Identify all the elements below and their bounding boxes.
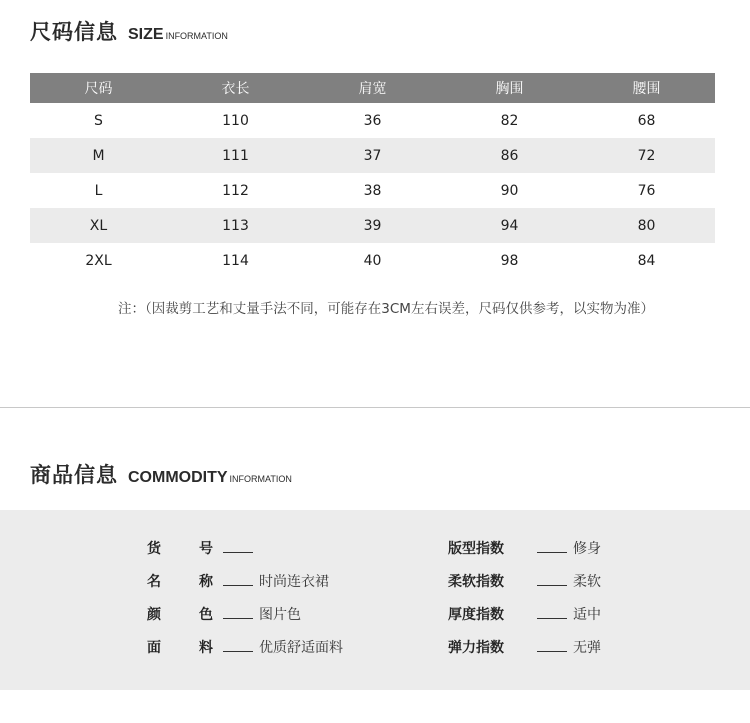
- underline: [223, 577, 253, 586]
- underline: [537, 544, 567, 553]
- size-note: 注：（因裁剪工艺和丈量手法不同，可能存在3CM左右误差，尺码仅供参考，以实物为准）: [118, 301, 654, 317]
- info-label-char: 料: [199, 640, 213, 656]
- info-label-char: 货: [147, 541, 161, 557]
- cell-bust: 90: [500, 182, 519, 199]
- info-item-fabric: [147, 637, 343, 657]
- info-item-article-no: [147, 538, 259, 558]
- cell-size: XL: [30, 208, 167, 243]
- size-table-header-row: [30, 73, 715, 103]
- info-value: 柔软: [573, 574, 601, 590]
- underline: [223, 643, 253, 652]
- cell-bust: 98: [500, 252, 519, 269]
- info-item-fit-index: [448, 538, 601, 558]
- size-title-zh: 尺码信息: [30, 20, 118, 44]
- info-item-softness-index: [448, 571, 601, 591]
- underline: [223, 544, 253, 553]
- size-table: [30, 73, 715, 278]
- info-label-char: 面: [147, 640, 161, 656]
- info-label-char: 颜: [147, 607, 161, 623]
- info-label-char: 号: [199, 541, 213, 557]
- underline: [537, 577, 567, 586]
- table-row: [30, 173, 715, 208]
- size-section-title: [30, 16, 228, 46]
- cell-waist: 76: [637, 182, 656, 199]
- info-value: 适中: [573, 607, 601, 623]
- underline: [537, 643, 567, 652]
- cell-bust: 86: [441, 138, 578, 173]
- table-row: [30, 243, 715, 278]
- info-label-char: 名: [147, 574, 161, 590]
- header-bust: 胸围: [441, 73, 578, 103]
- commodity-section-title: [30, 459, 292, 489]
- commodity-title-en-small: INFORMATION: [229, 474, 292, 484]
- cell-waist: 72: [578, 138, 715, 173]
- section-divider: [0, 407, 750, 408]
- info-label: [147, 538, 213, 558]
- info-item-thickness-index: [448, 604, 601, 624]
- cell-shoulder: 38: [363, 182, 382, 199]
- cell-bust: 94: [441, 208, 578, 243]
- info-label: 厚度指数: [448, 607, 504, 623]
- commodity-title-zh: 商品信息: [30, 463, 118, 487]
- cell-waist: 68: [637, 112, 656, 129]
- table-row: [30, 103, 715, 138]
- header-length: 衣长: [167, 73, 304, 103]
- size-title-en-small: INFORMATION: [165, 31, 228, 41]
- info-value: 无弹: [573, 640, 601, 656]
- size-title-en: SIZE: [128, 26, 164, 43]
- info-value: 优质舒适面料: [259, 640, 343, 656]
- info-value: 图片色: [259, 607, 301, 623]
- cell-size: L: [94, 182, 103, 199]
- info-label: [147, 571, 213, 591]
- info-label-char: 称: [199, 574, 213, 590]
- table-row: [30, 138, 715, 173]
- commodity-title-en: COMMODITY: [128, 469, 228, 486]
- info-value: 时尚连衣裙: [259, 574, 329, 590]
- info-item-name: [147, 571, 329, 591]
- underline: [537, 610, 567, 619]
- cell-length: 111: [167, 138, 304, 173]
- cell-length: 113: [167, 208, 304, 243]
- header-shoulder: 肩宽: [304, 73, 441, 103]
- info-label: 柔软指数: [448, 574, 504, 590]
- info-item-color: [147, 604, 301, 624]
- cell-shoulder: 40: [363, 252, 382, 269]
- cell-length: 112: [222, 182, 249, 199]
- cell-size: 2XL: [85, 252, 112, 269]
- commodity-panel: [0, 510, 750, 690]
- cell-size: M: [30, 138, 167, 173]
- cell-length: 110: [222, 112, 249, 129]
- info-value: 修身: [573, 541, 601, 557]
- info-label: [147, 604, 213, 624]
- cell-shoulder: 36: [363, 112, 382, 129]
- header-waist: 腰围: [578, 73, 715, 103]
- info-label: [147, 637, 213, 657]
- info-label: 版型指数: [448, 541, 504, 557]
- info-label-char: 色: [199, 607, 213, 623]
- info-item-elasticity-index: [448, 637, 601, 657]
- cell-shoulder: 39: [304, 208, 441, 243]
- header-size: 尺码: [30, 73, 167, 103]
- info-label: 弹力指数: [448, 640, 504, 656]
- cell-bust: 82: [500, 112, 519, 129]
- table-row: [30, 208, 715, 243]
- cell-size: S: [94, 112, 103, 129]
- cell-waist: 80: [578, 208, 715, 243]
- cell-length: 114: [222, 252, 249, 269]
- cell-shoulder: 37: [304, 138, 441, 173]
- cell-waist: 84: [637, 252, 656, 269]
- underline: [223, 610, 253, 619]
